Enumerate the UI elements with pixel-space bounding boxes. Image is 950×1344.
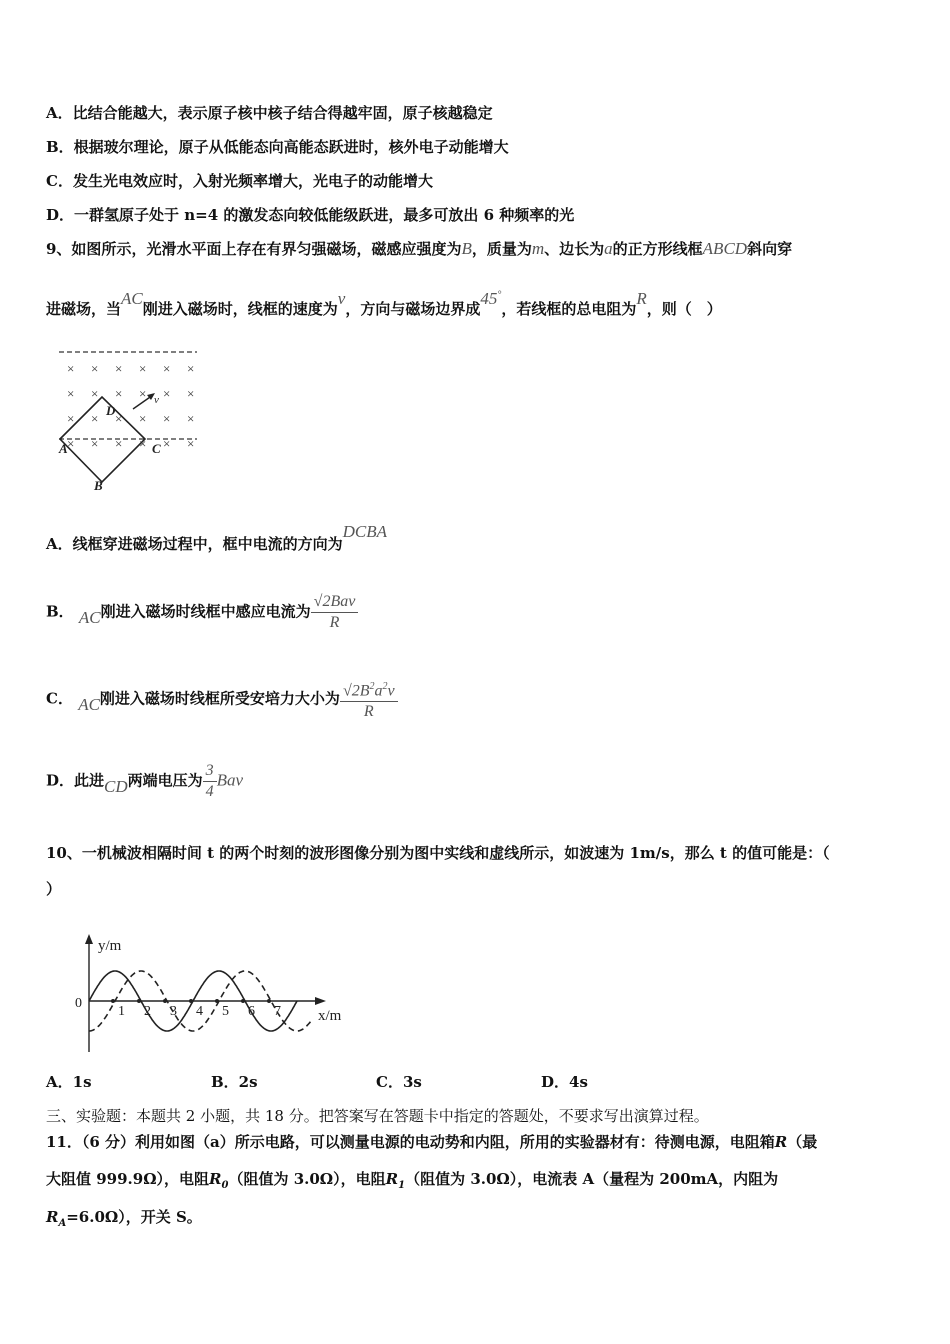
math-AC: AC (78, 607, 101, 627)
x-axis-label: x/m (318, 1008, 342, 1024)
math-v: v (337, 289, 346, 308)
math-B: B (461, 239, 472, 258)
math-m: m (531, 239, 545, 258)
field-cross: × (187, 386, 195, 401)
q9-option-a: A．线框穿进磁场过程中，框中电流的方向为DCBA (46, 522, 388, 553)
field-cross: × (67, 361, 75, 376)
x-tick-mark (163, 999, 167, 1003)
field-cross: × (163, 436, 171, 451)
field-cross: × (67, 411, 75, 426)
x-tick-label: 1 (118, 1004, 125, 1019)
q11-line1: 11．（6 分）利用如图（a）所示电路，可以测量电源的电动势和内阻，所用的实验器材有：待测电源，电阻箱R（最 (46, 1133, 818, 1151)
q10-option-c: C．3s (376, 1073, 422, 1091)
magnetic-field-crosses (67, 361, 194, 451)
math-R: R (636, 289, 647, 308)
x-tick-label: 2 (144, 1004, 151, 1019)
q10-option-b: B．2s (211, 1073, 258, 1091)
q11-line2: 大阻值 999.9Ω），电阻$R_0$（阻值为 3.0Ω），电阻$R_1$（阻值为 3.0Ω），电流表 A（量程为 200mA，内阻为 (46, 1170, 779, 1191)
label-D: D (106, 403, 116, 418)
field-cross: × (163, 386, 171, 401)
fraction-force: $\frac{√2B^2a^2v}{R}$ (340, 677, 398, 722)
q8-option-b: B．根据玻尔理论，原子从低能态向高能态跃进时，核外电子动能增大 (46, 138, 509, 156)
field-cross: × (187, 436, 195, 451)
field-cross: × (139, 411, 147, 426)
field-cross: × (91, 436, 99, 451)
x-tick-mark (241, 999, 245, 1003)
math-DCBA: DCBA (342, 522, 388, 541)
x-tick-label: 4 (196, 1004, 203, 1019)
field-cross: × (115, 411, 123, 426)
q8-option-a: A．比结合能越大，表示原子核中核子结合得越牢固，原子核越稳定 (46, 104, 493, 122)
math-AC: AC (78, 694, 100, 714)
label-A: A (59, 441, 68, 456)
math-a: a (604, 239, 613, 258)
fraction-current: $\frac{\text{√2Bav}}{R}$ (311, 592, 359, 633)
field-cross: × (187, 411, 195, 426)
field-cross: × (187, 361, 195, 376)
section-heading: 三、实验题：本题共 2 小题，共 18 分。把答案写在答题卡中指定的答题处，不要求写出演算过程。 (46, 1107, 709, 1125)
math-CD: CD (104, 776, 128, 796)
x-tick-mark (137, 999, 141, 1003)
q10-option-d: D．4s (541, 1073, 588, 1091)
q9-option-c: C． AC刚进入磁场时线框所受安培力大小为 $\frac{√2B^2a^2v}{R}$ (46, 677, 398, 722)
field-cross: × (139, 436, 147, 451)
q9-stem-line1: 9、如图所示，光滑水平面上存在有界匀强磁场，磁感应强度为B，质量为m、边长为a的正方形线框ABCD斜向穿 (46, 239, 793, 258)
label-B: B (94, 478, 103, 493)
field-cross: × (115, 361, 123, 376)
origin-label: 0 (75, 996, 82, 1011)
y-axis-label: y/m (98, 938, 122, 954)
y-axis-arrow (85, 934, 93, 944)
q9-option-b: B． AC刚进入磁场时线框中感应电流为 $\frac{\text{√2Bav}}{R}$ (46, 592, 358, 633)
q9-figure (55, 345, 215, 495)
x-tick-label: 3 (170, 1004, 177, 1019)
x-tick-label: 6 (248, 1004, 255, 1019)
x-tick-mark (111, 999, 115, 1003)
field-cross: × (91, 386, 99, 401)
math-45: 45° (480, 289, 502, 308)
q10-option-a: A．1s (46, 1073, 92, 1091)
field-cross: × (91, 411, 99, 426)
field-cross: × (115, 386, 123, 401)
field-cross: × (163, 361, 171, 376)
field-cross: × (91, 361, 99, 376)
field-cross: × (139, 361, 147, 376)
field-cross: × (67, 436, 75, 451)
field-cross: × (115, 436, 123, 451)
x-axis-arrow (315, 997, 326, 1005)
fraction-three-quarters: $\frac{3}{4}$ (203, 761, 217, 802)
label-v: v (154, 394, 159, 406)
x-tick-label: 5 (222, 1004, 229, 1019)
q9-option-d: D．此进CD两端电压为 $\frac{3}{4}$ Bav (46, 762, 244, 800)
math-Bav: Bav (216, 770, 244, 790)
x-tick-labels (111, 999, 281, 1019)
q8-option-d: D．一群氢原子处于 n=4 的激发态向较低能级跃进，最多可放出 6 种频率的光 (46, 206, 575, 224)
field-cross: × (163, 411, 171, 426)
q11-line3: $R_A=6.0\Omega$），开关 S。 (46, 1208, 202, 1229)
label-C: C (152, 441, 161, 456)
x-tick-mark (215, 999, 219, 1003)
math-ABCD: ABCD (702, 239, 748, 258)
q10-stem-line1: 10、一机械波相隔时间 t 的两个时刻的波形图像分别为图中实线和虚线所示，如波速为 1m/s，那么 t 的值可能是：（ (46, 844, 830, 862)
x-tick-label: 7 (274, 1004, 281, 1019)
field-cross: × (67, 386, 75, 401)
x-tick-mark (267, 999, 271, 1003)
q10-options (46, 1071, 588, 1092)
q10-wave-graph (72, 930, 362, 1060)
q10-stem-line2: ） (46, 880, 62, 898)
q8-option-c: C．发生光电效应时，入射光频率增大，光电子的动能增大 (46, 172, 433, 190)
x-tick-mark (189, 999, 193, 1003)
q9-stem-line2: 进磁场，当AC刚进入磁场时，线框的速度为v，方向与磁场边界成45°，若线框的总电阻为R，则（ ） (46, 289, 722, 318)
field-cross: × (139, 386, 147, 401)
math-AC: AC (121, 289, 143, 308)
